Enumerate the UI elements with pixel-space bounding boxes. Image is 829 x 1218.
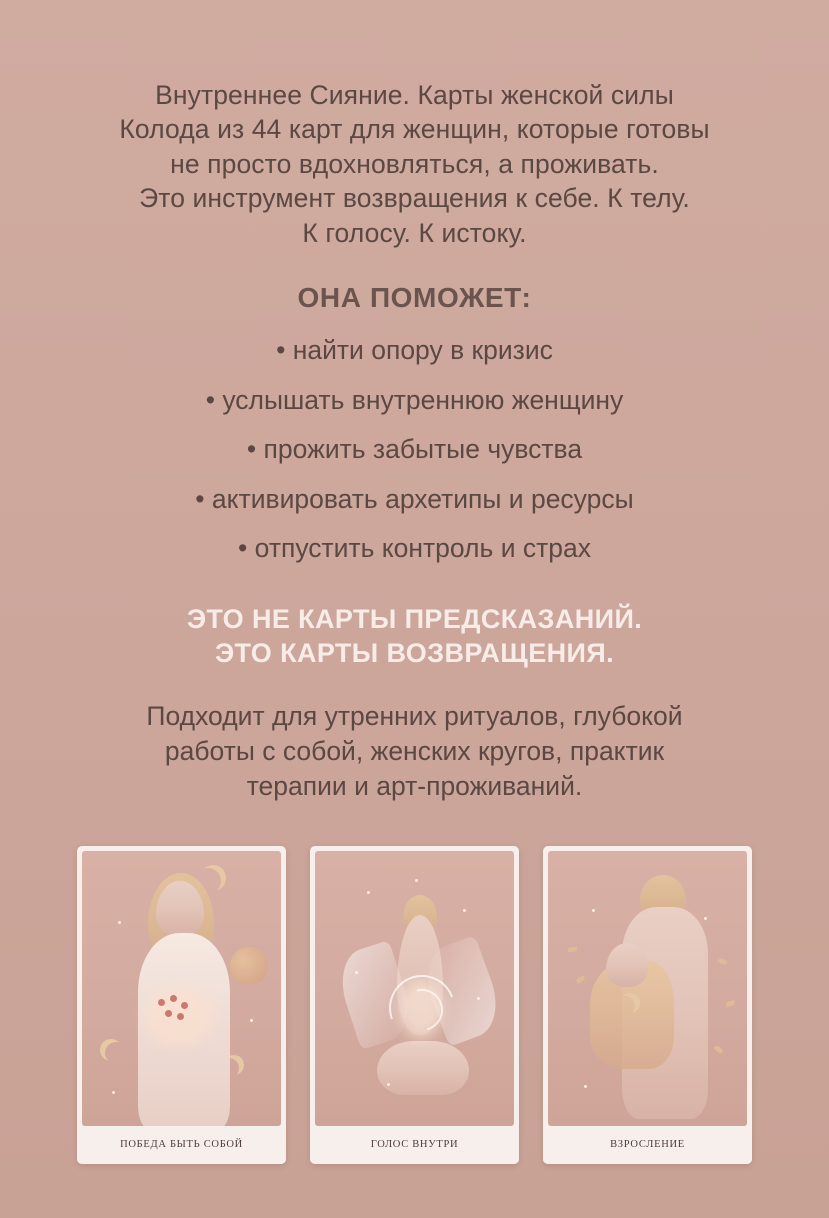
card-caption: ВЗРОСЛЕНИЕ xyxy=(543,1126,752,1164)
card-caption: ПОБЕДА БЫТЬ СОБОЙ xyxy=(77,1126,286,1164)
full-moon-icon xyxy=(230,947,268,985)
callout-line-1: ЭТО НЕ КАРТЫ ПРЕДСКАЗАНИЙ. xyxy=(186,603,643,634)
sparkle-icon xyxy=(250,1019,253,1022)
leaf-icon xyxy=(717,957,727,966)
sparkle-icon xyxy=(118,921,121,924)
list-item: • услышать внутреннюю женщину xyxy=(205,384,624,415)
benefits-list xyxy=(65,314,765,562)
list-item: • отпустить контроль и страх xyxy=(238,533,591,564)
sparkle-icon xyxy=(592,909,595,912)
card-illustration-seated-woman xyxy=(315,851,514,1126)
leaf-icon xyxy=(714,1044,724,1054)
benefits-heading: ОНА ПОМОЖЕТ: xyxy=(297,282,532,314)
legs-shape xyxy=(377,1041,469,1095)
card-illustration-mother-and-child xyxy=(548,851,747,1126)
sparkle-icon xyxy=(584,1085,587,1088)
card-preview[interactable] xyxy=(310,846,519,1164)
intro-line-4: Это инструмент возвращения к себе. К телу. xyxy=(139,183,690,214)
intro-line-3: не просто вдохновляться, а проживать. xyxy=(170,148,659,179)
flower-bouquet-icon xyxy=(154,993,198,1027)
intro-line-5: К голосу. К истоку. xyxy=(302,217,527,248)
sparkle-icon xyxy=(367,891,370,894)
sparkle-icon xyxy=(387,1083,390,1086)
center-glow xyxy=(399,981,443,1039)
outro-line-1: Подходит для утренних ритуалов, глубокой xyxy=(146,700,683,731)
outro-line-3: терапии и арт-проживаний. xyxy=(246,770,583,801)
card-preview[interactable] xyxy=(543,846,752,1164)
sparkle-icon xyxy=(463,909,466,912)
leaf-icon xyxy=(568,947,577,952)
intro-line-2: Колода из 44 карт для женщин, которые готовы xyxy=(119,114,710,145)
sparkle-icon xyxy=(355,971,358,974)
sparkle-icon xyxy=(415,879,418,882)
callout-line-2: ЭТО КАРТЫ ВОЗВРАЩЕНИЯ. xyxy=(214,638,615,669)
card-preview[interactable] xyxy=(77,846,286,1164)
list-item: • найти опору в кризис xyxy=(276,335,553,366)
card-illustration-woman-with-flowers xyxy=(82,851,281,1126)
callout-statement xyxy=(187,602,642,671)
list-item: • прожить забытые чувства xyxy=(246,434,583,465)
crescent-moon-small-icon xyxy=(100,1039,122,1061)
card-caption: ГОЛОС ВНУТРИ xyxy=(310,1126,519,1164)
crescent-moon-icon xyxy=(620,993,640,1013)
leaf-icon xyxy=(575,975,585,983)
card-gallery xyxy=(77,846,752,1164)
outro-paragraph xyxy=(65,699,765,804)
outro-line-2: работы с собой, женских кругов, практик xyxy=(164,735,665,766)
list-item: • активировать архетипы и ресурсы xyxy=(195,483,634,514)
intro-line-1: Внутреннее Сияние. Карты женской силы xyxy=(155,80,674,110)
leaf-icon xyxy=(726,1000,736,1007)
intro-paragraph xyxy=(65,78,765,250)
sparkle-icon xyxy=(477,997,480,1000)
sparkle-icon xyxy=(704,917,707,920)
sparkle-icon xyxy=(112,1091,115,1094)
